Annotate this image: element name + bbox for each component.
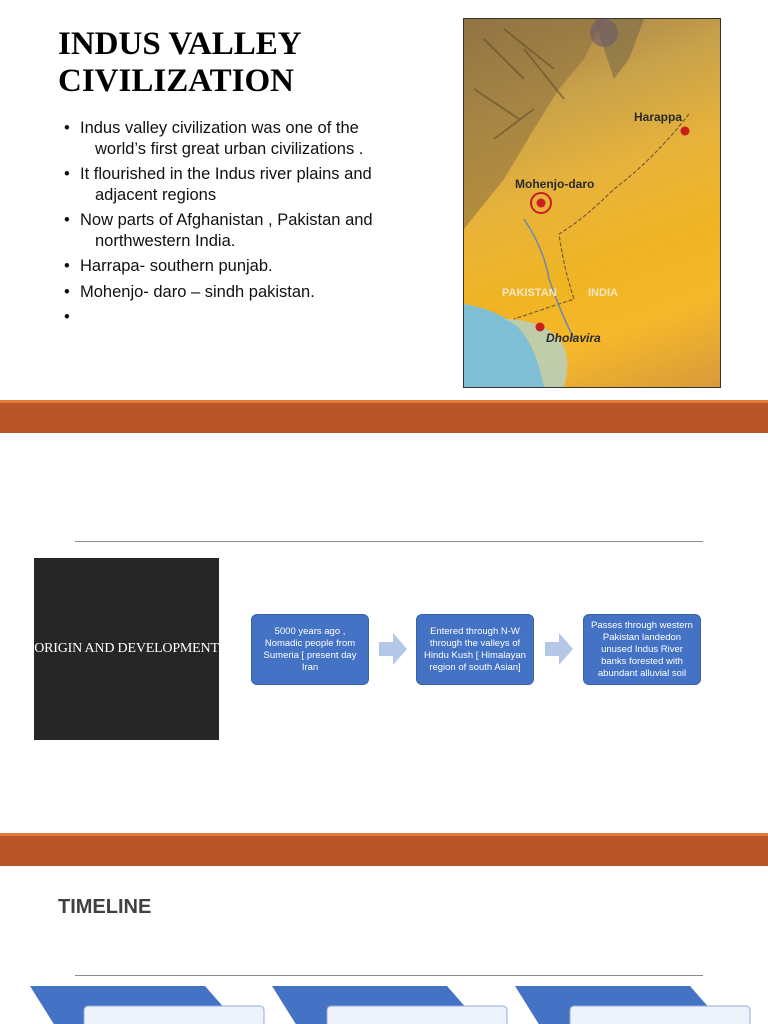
bullet-item: • Now parts of Afghanistan , Pakistan and northwestern India. [64, 211, 373, 250]
timeline-chevron-2 [272, 986, 507, 1024]
dholavira-label: Dholavira [546, 331, 601, 345]
arrow-right-icon [379, 633, 407, 665]
pakistan-label: PAKISTAN [502, 287, 557, 299]
divider-line [75, 975, 703, 976]
title-line-1: INDUS VALLEY [58, 26, 302, 62]
bullet-item: • It flourished in the Indus river plains and adjacent regions [64, 165, 372, 204]
bullet-dot-icon: • [64, 211, 70, 229]
flow-step-1: 5000 years ago , Nomadic people from Sumeria [ present day Iran [251, 614, 369, 685]
timeline-title: TIMELINE [58, 896, 152, 918]
slide-timeline [0, 866, 768, 1024]
slide-indus-valley [0, 0, 768, 400]
bullet-dot-icon: • [64, 308, 70, 326]
indus-map-image [463, 18, 721, 388]
timeline-chevron-1 [30, 986, 264, 1024]
bullet-item: • Mohenjo- daro – sindh pakistan. [64, 282, 315, 301]
dholavira-marker-icon [536, 323, 545, 332]
slide-title [58, 26, 418, 100]
india-label: INDIA [588, 287, 618, 299]
flow-step-3: Passes through western Pakistan landedon unused Indus River banks forested with abundant alluvial soil [583, 614, 701, 685]
origin-title: ORIGIN AND DEVELOPMENT [34, 641, 219, 656]
slide-origin [0, 433, 768, 833]
bullet-item: • Indus valley civilization was one of the world’s first great urban civilizations . [64, 119, 364, 158]
mohenjo-daro-label: Mohenjo-daro [515, 177, 595, 191]
flow-step-2: Entered through N-W through the valleys of Hindu Kush [ Himalayan region of south Asian] [416, 614, 534, 685]
bullet-dot-icon: • [64, 119, 70, 137]
bullet-dot-icon: • [64, 165, 70, 183]
arrow-right-icon [545, 633, 573, 665]
harappa-label: Harappa [634, 110, 683, 124]
bullet-dot-icon: • [64, 257, 70, 275]
bullet-item: • Harrapa- southern punjab. [64, 257, 273, 275]
timeline-chevron-3 [515, 986, 750, 1024]
divider-line [75, 541, 703, 542]
origin-title-box [34, 558, 219, 740]
bullet-dot-icon: • [64, 282, 70, 301]
bullet-list [64, 118, 384, 326]
slide-separator [0, 400, 768, 433]
map-svg [464, 19, 720, 387]
title-line-2: CIVILIZATION [58, 63, 294, 99]
slide-separator [0, 833, 768, 866]
timeline-chevrons [0, 986, 768, 1024]
harappa-marker-icon [681, 127, 690, 136]
